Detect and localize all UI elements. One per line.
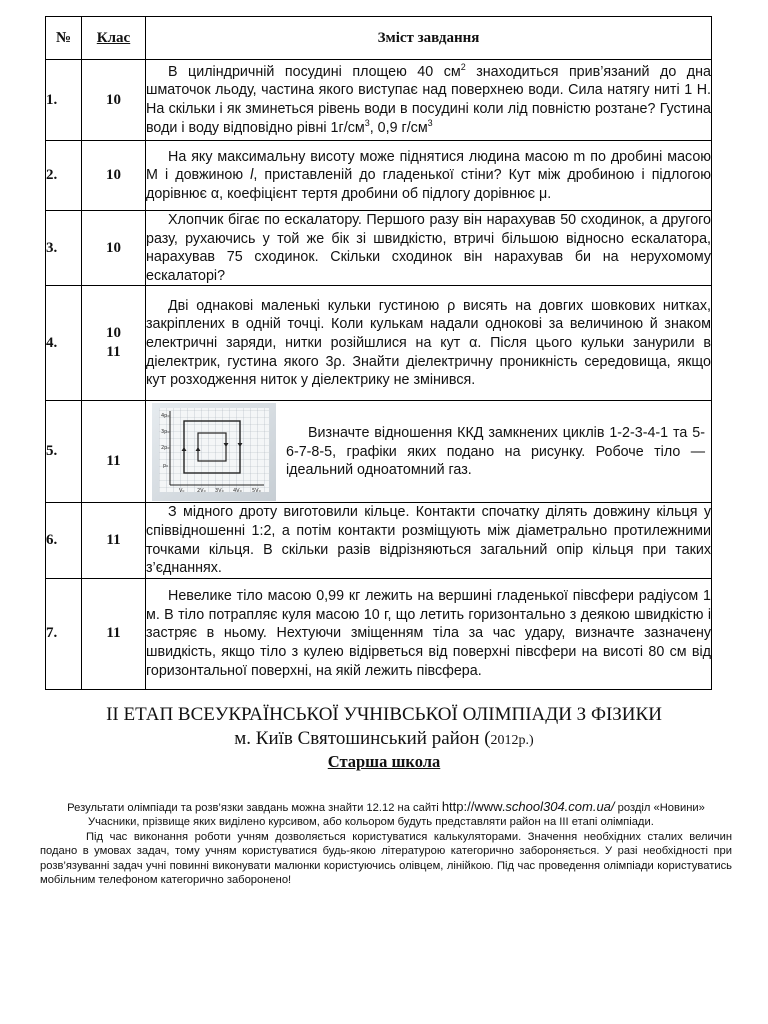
task-number: 2. [46, 141, 82, 211]
table-row [46, 60, 712, 141]
task-number: 5. [46, 401, 82, 503]
task-grade: 11 [82, 503, 146, 578]
task-grade: 10 [82, 141, 146, 211]
table-row [46, 503, 712, 578]
website-link[interactable]: http://www.school304.com.ua/ [441, 799, 615, 814]
task-grade-second: 11 [106, 344, 121, 361]
svg-text:3V₀: 3V₀ [215, 487, 224, 494]
tasks-table [45, 16, 712, 690]
results-note-text: Результати олімпіади та розв’язки завдань можна знайти 12.12 на сайті [67, 802, 442, 814]
pv-diagram-figure [152, 403, 276, 501]
district-title [0, 728, 768, 750]
task-text-content: Визначте відношення ККД замкнених циклів 1-2-3-4-1 та 5-6-7-8-5, графіки яких подано на рисунку. Робоче тіло — ідеальний одноатомний газ. [286, 424, 705, 479]
table-header-row [46, 17, 712, 60]
column-header-grade: Клас [82, 17, 146, 60]
task-text [146, 286, 712, 401]
district-text: м. Київ Святошинський район ( [234, 728, 491, 749]
table-row [46, 211, 712, 286]
svg-text:4p₀: 4p₀ [161, 412, 170, 419]
task-text: В циліндричній посудині площею 40 $см^2$ знаходиться прив’язаний до дна шматочок льоду, частина якого виступає над поверхнею води. Сила натягу нитi 1 Н. На скільки і як зминеться рівень води в посудині коли лід повністю розтане? Густина води і воду відповідно рівні $1г/см^3$, 0,9 $г/см^3$ [146, 60, 712, 141]
svg-text:V₀: V₀ [179, 487, 185, 494]
table-row [46, 401, 712, 503]
svg-text:p₀: p₀ [163, 462, 169, 469]
participants-note: Учасники, прізвище яких виділено курсивом, або кольором будуть представляти район на ІІІ етапі олімпіади. [88, 816, 654, 829]
task-grade [82, 286, 146, 401]
notes-block [40, 800, 732, 887]
results-note [40, 800, 732, 815]
task-grade: 10 [82, 211, 146, 286]
task-grade: 11 [82, 401, 146, 503]
task-grade: 10 [82, 60, 146, 141]
task-text [146, 211, 712, 286]
svg-text:5V₀: 5V₀ [252, 487, 261, 494]
task-text [146, 578, 712, 689]
task-number: 3. [46, 211, 82, 286]
task-number: 6. [46, 503, 82, 578]
task-grade: 11 [82, 578, 146, 689]
column-header-number: № [46, 17, 82, 60]
svg-text:3p₀: 3p₀ [161, 428, 170, 435]
task-text-content: Дві однакові маленькі кульки густиною ρ висять на довгих шовкових нитках, закріплених в одній точці. Коли кулькам надали однокові за величиною й знаком електричні заряди, нитки розійшлися на кут α. Після цього кульки занурили в діелектрик, густина якого 3ρ. Знайти діелектричну проникність середовища, якщо кут розходження ниток у діелектрику не змінився. [146, 297, 711, 389]
table-row [46, 141, 712, 211]
table-row [46, 578, 712, 689]
task-grade-first: 10 [106, 325, 121, 342]
task-number: 1. [46, 60, 82, 141]
svg-text:2p₀: 2p₀ [161, 444, 170, 451]
task-text-content: Хлопчик бігає по ескалатору. Першого разу він нарахував 50 сходинок, а другого разу, рухаючись у той же бік зі швидкістю, втричі більшою відносно ескалатора, нарахував 75 сходинок. Скільки сходинок він нарахував би на нерухомому ескалаторі? [146, 212, 711, 284]
task-text [146, 503, 712, 578]
svg-text:4V₀: 4V₀ [233, 487, 242, 494]
column-header-content: Зміст завдання [146, 17, 712, 60]
year-text: 2012р.) [490, 733, 534, 748]
task-number: 7. [46, 578, 82, 689]
results-note-section: розділ «Новини» [614, 802, 705, 814]
rules-note: Під час виконання роботи учням дозволяється користуватися калькуляторами. Значення необхідних сталих величин подано в умовах задач, тому учням користуватися будь-якою літературою категорично забороняється. У разі необхідності при розв’язуванні задач учні повинні виконувати малюнки користуючись олівцем, лінійкою. Під час проведення олімпіади користуватись мобільним телефоном категорично заборонено! [40, 830, 732, 887]
svg-text:2V₀: 2V₀ [197, 487, 206, 494]
table-row [46, 286, 712, 401]
task-number: 4. [46, 286, 82, 401]
task-text: На яку максимальну висоту може піднятися людина масою m по дробині масою M і довжиною l, приставленій до гладенької стіни? Кут між дробиною і підлогою дорівнює α, коефіцієнт тертя дробини об підлогу дорівнює μ. [146, 141, 712, 211]
olympiad-title: ІІ ЕТАП ВСЕУКРАЇНСЬКОЇ УЧНІВСЬКОЇ ОЛІМПІАДИ З ФІЗИКИ [106, 704, 662, 725]
school-level-title: Старша школа [327, 752, 441, 771]
task-text [146, 401, 712, 503]
task-text-content: Невелике тіло масою 0,99 кг лежить на вершині гладенької півсфери радіусом 1 м. В тіло потрапляє куля масою 10 г, що летить горизонтально з деякою швидкістю і застряє в ньому. Нехтуючи зміщенням тіла за час удару, визначте зазначену швидкість, якщо тіло з кулею відірветься від поверхні півсфери на висоті 80 см від горизонтальної поверхні, на якій лежить півсфера. [146, 588, 711, 679]
task-text-content: З мідного дроту виготовили кільце. Контакти спочатку ділять довжину кільця у співвідношенні 1:2, а потім контакти розміщують між діаметрально протилежними точками кільця. В скільки разів відрізняються загальний опір кільця при таких з’єднаннях. [146, 504, 711, 577]
